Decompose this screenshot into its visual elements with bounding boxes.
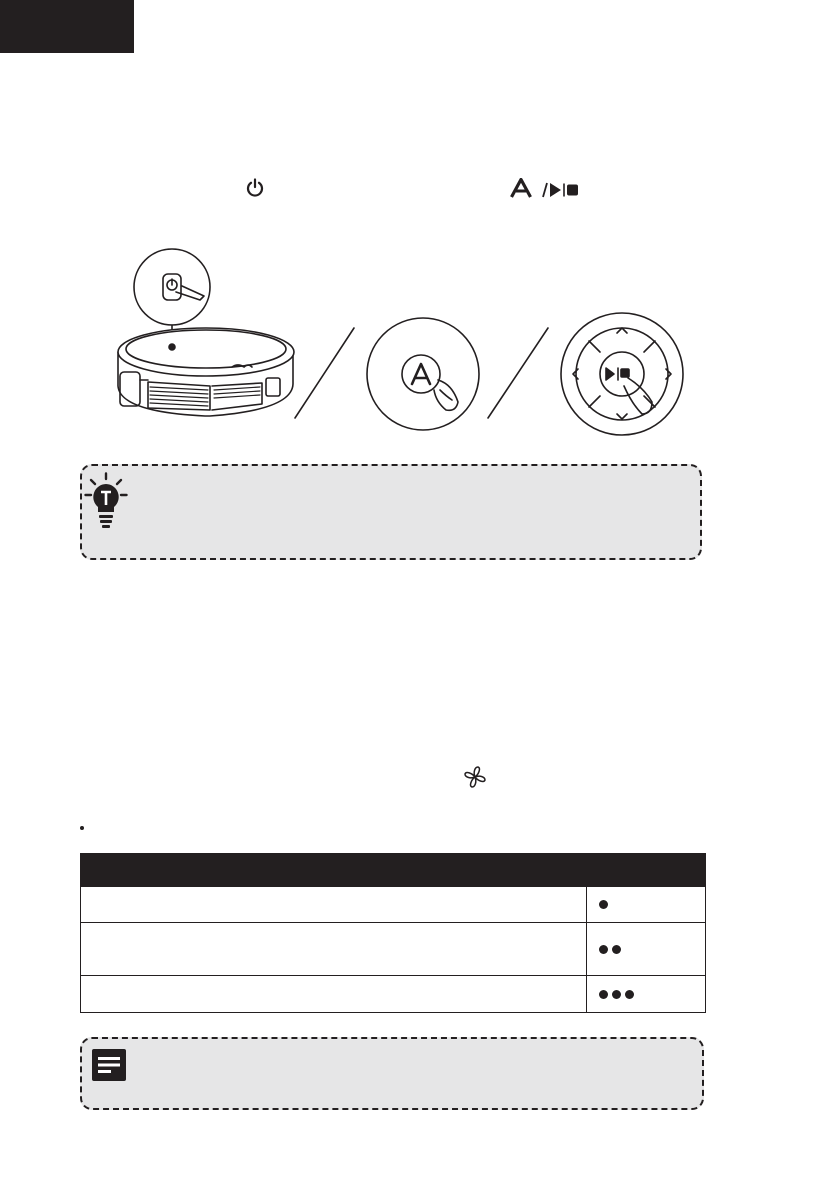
suction-level-dots: [587, 900, 705, 909]
table-cell-mode: [81, 887, 587, 923]
table-header-row: [81, 854, 706, 887]
suction-level-table: [80, 853, 706, 1013]
table-row: [81, 976, 706, 1013]
suction-dot-icon: [625, 990, 634, 999]
table-cell-level: [587, 976, 706, 1013]
fan-suction-icon: [463, 766, 487, 788]
suction-dot-icon: [612, 990, 621, 999]
suction-dot-icon: [599, 900, 608, 909]
suction-dot-icon: [599, 945, 608, 954]
suction-dot-icon: [612, 945, 621, 954]
tip-box: [80, 464, 702, 560]
separator-slash-icon: [541, 182, 549, 198]
robot-vacuum-illustration: [100, 244, 700, 436]
list-bullet: [80, 826, 84, 830]
note-lines-icon: [92, 1049, 126, 1081]
table-row: [81, 887, 706, 923]
table-header-cell-level: [587, 854, 706, 887]
play-pause-icon: [549, 182, 579, 198]
power-icon: [245, 178, 265, 198]
lightbulb-tip-icon: [84, 472, 128, 530]
table-cell-mode: [81, 976, 587, 1013]
note-box: [80, 1037, 704, 1110]
table-row: [81, 923, 706, 976]
table-header-cell-mode: [81, 854, 587, 887]
suction-level-dots: [587, 990, 705, 999]
table-cell-level: [587, 923, 706, 976]
suction-level-dots: [587, 945, 705, 954]
table-cell-level: [587, 887, 706, 923]
suction-dot-icon: [599, 990, 608, 999]
table-cell-mode: [81, 923, 587, 976]
section-tab: [0, 0, 134, 53]
auto-mode-letter-a-icon: [510, 178, 532, 198]
